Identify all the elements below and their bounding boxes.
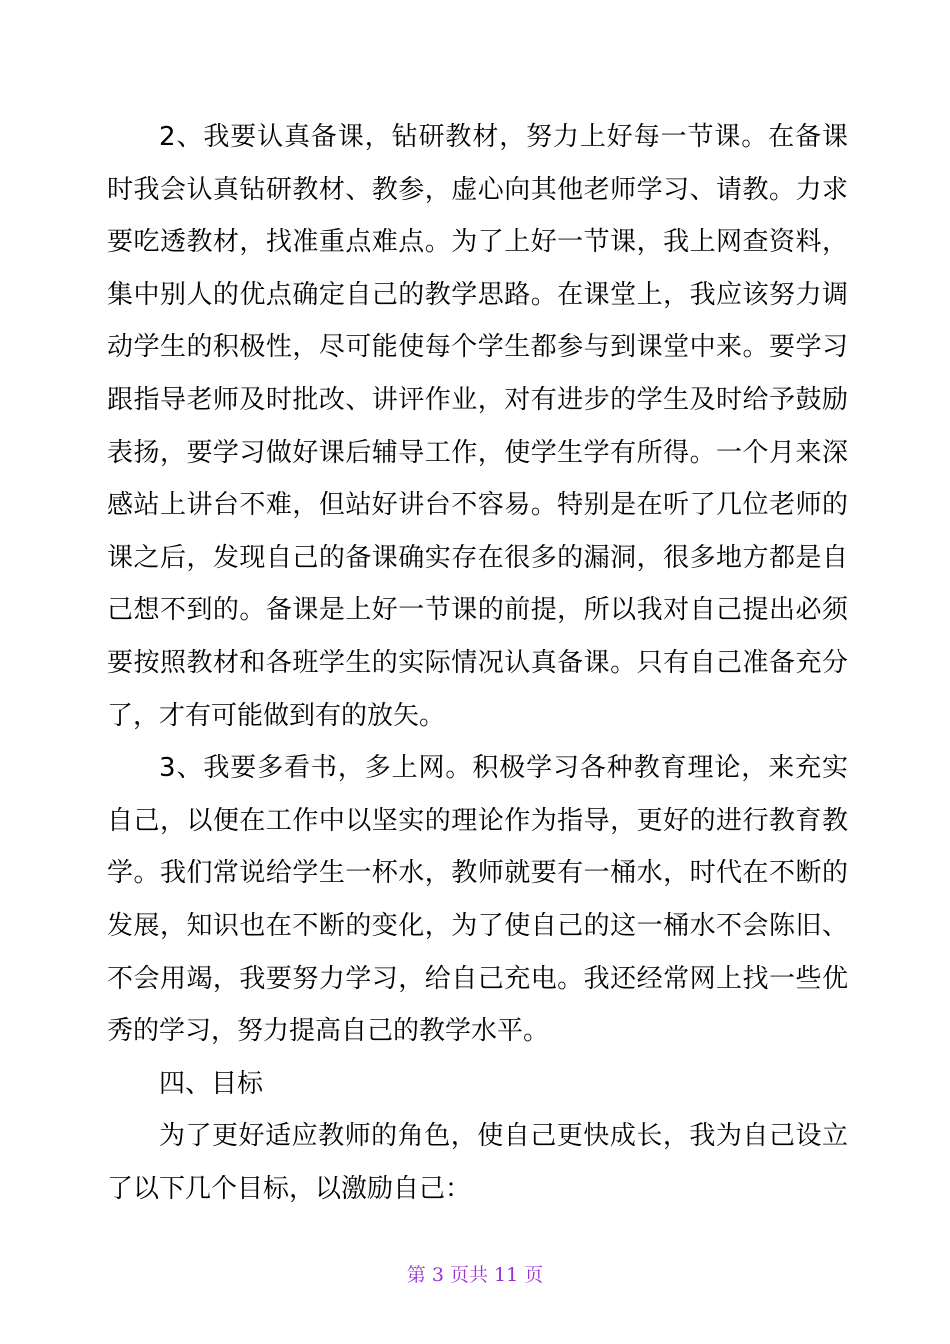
paragraph-goals-intro: 为了更好适应教师的角色，使自己更快成长，我为自己设立了以下几个目标，以激励自己： [107,1121,848,1204]
section-heading-goals: 四、目标 [159,1068,264,1099]
document-body [107,111,848,1215]
page-number-footer: 第 3 页共 11 页 [406,1264,544,1286]
paragraph-item-2: 2、我要认真备课，钻研教材，努力上好每一节课。在备课时我会认真钻研教材、教参，虚心向其他老师学习、请教。力求要吃透教材，找准重点难点。为了上好一节课，我上网查资料，集中别人的优点确定自己的教学思路。在课堂上，我应该努力调动学生的积极性，尽可能使每个学生都参与到课堂中来。要学习跟指导老师及时批改、讲评作业，对有进步的学生及时给予鼓励表扬，要学习做好课后辅导工作，使学生学有所得。一个月来深感站上讲台不难，但站好讲台不容易。特别是在听了几位老师的课之后，发现自己的备课确实存在很多的漏洞，很多地方都是自己想不到的。备课是上好一节课的前提，所以我对自己提出必须要按照教材和各班学生的实际情况认真备课。只有自己准备充分了，才有可能做到有的放矢。 [107,122,848,731]
paragraph-item-3: 3、我要多看书，多上网。积极学习各种教育理论，来充实自己，以便在工作中以坚实的理论作为指导，更好的进行教育教学。我们常说给学生一杯水，教师就要有一桶水，时代在不断的发展，知识也在不断的变化，为了使自己的这一桶水不会陈旧、不会用竭，我要努力学习，给自己充电。我还经常网上找一些优秀的学习，努力提高自己的教学水平。 [107,753,848,1047]
